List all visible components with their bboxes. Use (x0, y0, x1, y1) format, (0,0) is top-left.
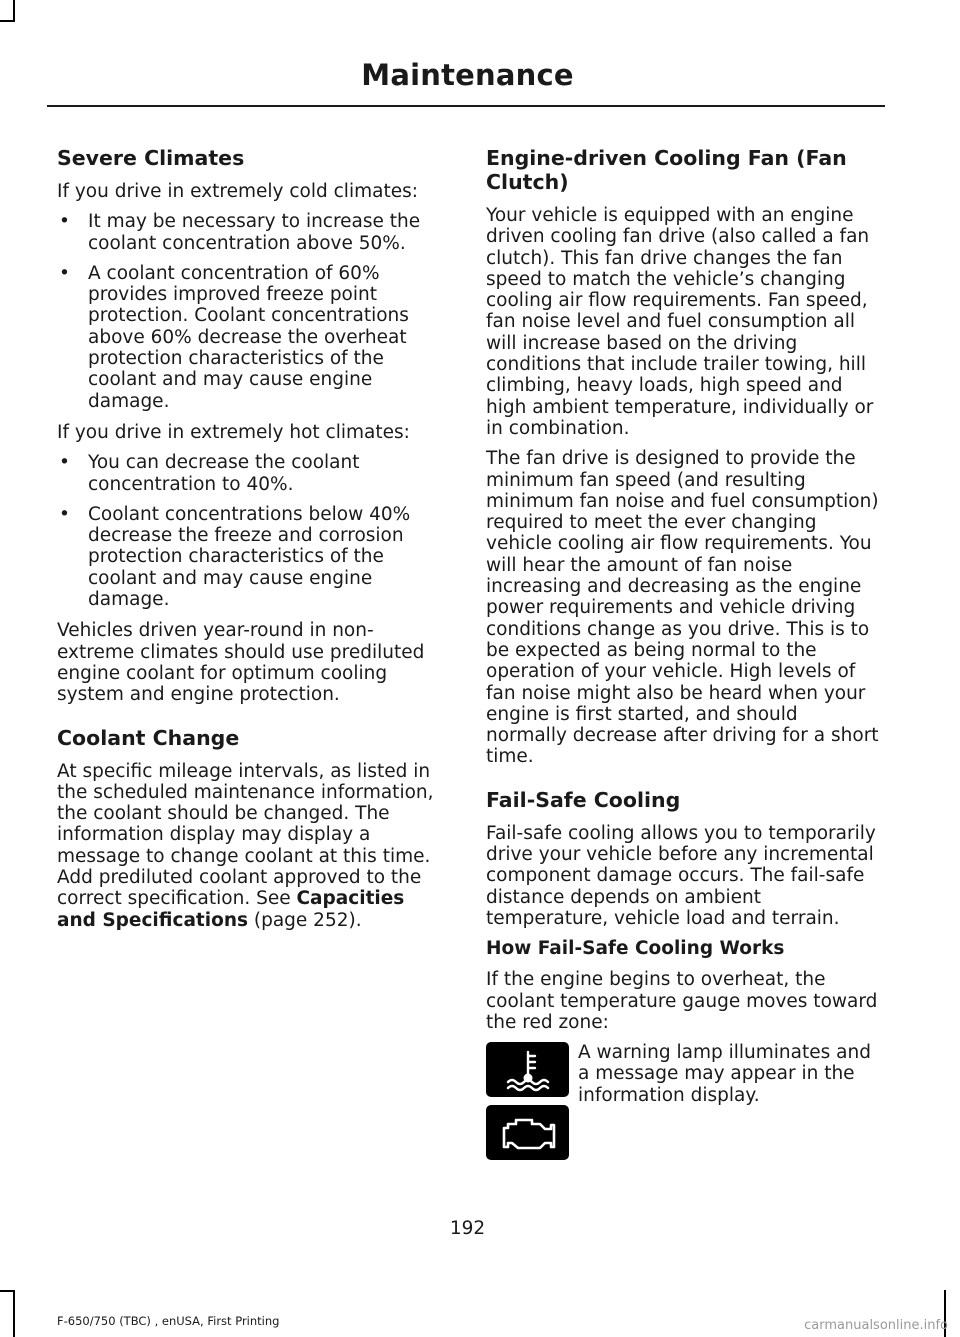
page-title: Maintenance (361, 58, 574, 92)
coolant-change-heading: Coolant Change (57, 725, 240, 750)
footer-text: F-650/750 (TBC) , enUSA, First Printing (57, 1314, 280, 1328)
header-divider (47, 105, 885, 107)
warning-lamps (486, 1042, 880, 1160)
fail-safe-paragraph: Fail-safe cooling allows you to temporarily drive your vehicle before any incremental component damage occurs. The fail-safe distance depends on ambient temperature, vehicle load and terrain. (486, 822, 876, 929)
coolant-change-paragraph: At specific mileage intervals, as listed in the scheduled maintenance information, the coolant should be changed. The information display may display a message to change coolant at this time. Add prediluted coolant approved to the correct specification. See Capacities and Specifications (page 252). (57, 760, 434, 931)
cold-climates-list (57, 211, 449, 412)
page-number: 192 (449, 1218, 486, 1239)
capacities-link[interactable]: Capacities and Specifications (57, 888, 405, 931)
list-item: • It may be necessary to increase the coolant concentration above 50%. (59, 211, 421, 254)
crop-mark (0, 20, 15, 22)
crop-mark (0, 1290, 15, 1292)
bullet-glyph: • (59, 452, 70, 474)
hot-climates-intro: If you drive in extremely hot climates: (57, 421, 410, 443)
watermark: carmanualsonline.info (804, 1318, 948, 1333)
severe-climates-heading: Severe Climates (57, 146, 245, 170)
fan-paragraph-2: The fan drive is designed to provide the minimum fan speed (and resulting minimum fan noise and fuel consumption) required to meet the ever changing vehicle cooling air flow requirements. You will hear the amount of fan noise increasing and decreasing as the engine power requirements and vehicle driving conditions change as you drive. This is to be expected as being normal to the operation of your vehicle. High levels of fan noise might also be heard when your engine is first started, and should normally decrease after driving for a short time. (486, 448, 879, 768)
list-item: • You can decrease the coolant concentration to 40%. (59, 452, 360, 495)
cooling-fan-heading: Engine-driven Cooling Fan (Fan Clutch) (486, 146, 847, 194)
right-column (486, 146, 880, 1160)
bullet-glyph: • (59, 211, 70, 233)
hot-climates-list (57, 452, 449, 610)
warning-lamp-text: A warning lamp illuminates and a message may appear in the information display. (578, 1042, 871, 1106)
crop-mark (13, 1290, 15, 1337)
bullet-glyph: • (59, 262, 70, 284)
cold-climates-intro: If you drive in extremely cold climates: (57, 181, 418, 202)
fail-safe-heading: Fail-Safe Cooling (486, 787, 681, 812)
how-fail-safe-works-heading: How Fail-Safe Cooling Works (486, 938, 785, 960)
crop-mark (13, 0, 15, 20)
list-item: • A coolant concentration of 60% provides improved freeze point protection. Coolant concentrations above 60% decrease the overheat protection characteristics of the coolant and may cause engine damage. (59, 262, 409, 412)
bullet-glyph: • (59, 503, 70, 525)
check-engine-icon (486, 1105, 569, 1160)
coolant-temperature-icon (486, 1042, 569, 1097)
list-item: • Coolant concentrations below 40% decrease the freeze and corrosion protection characteristics of the coolant and may cause engine damage. (59, 503, 411, 611)
overheat-paragraph: If the engine begins to overheat, the coolant temperature gauge moves toward the red zone: (486, 969, 878, 1033)
non-extreme-paragraph: Vehicles driven year-round in non-extreme climates should use prediluted engine coolant for optimum cooling system and engine protection. (57, 620, 425, 706)
left-column (57, 146, 449, 940)
fan-paragraph-1: Your vehicle is equipped with an engine driven cooling fan drive (also called a fan clutch). This fan drive changes the fan speed to match the vehicle’s changing cooling air flow requirements. Fan speed, fan noise level and fuel consumption all will increase based on the driving conditions that include trailer towing, hill climbing, heavy loads, high speed and high ambient temperature, individually or in combination. (486, 205, 874, 439)
